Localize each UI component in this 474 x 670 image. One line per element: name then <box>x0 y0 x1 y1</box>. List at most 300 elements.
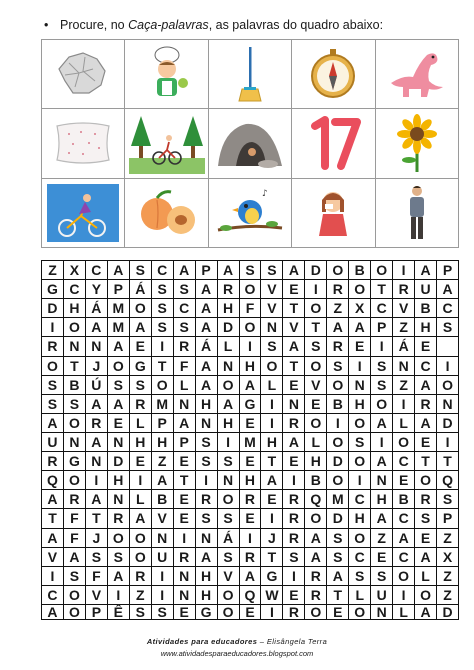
letter-cell: D <box>218 318 240 337</box>
letter-cell: P <box>196 261 218 280</box>
picture-grid <box>41 39 459 248</box>
picture-cell <box>125 179 208 248</box>
letter-cell: L <box>261 376 283 395</box>
compass-icon <box>295 43 371 105</box>
letter-cell: A <box>415 548 437 567</box>
letter-cell: O <box>64 414 86 433</box>
letter-cell: H <box>152 433 174 452</box>
letter-cell: M <box>108 299 130 318</box>
letter-cell: O <box>305 605 327 620</box>
letter-cell: E <box>327 605 349 620</box>
girl-sneezing-icon <box>295 182 371 244</box>
letter-cell: D <box>108 452 130 471</box>
letter-cell: O <box>218 605 240 620</box>
letter-cell: O <box>64 586 86 605</box>
letter-cell: N <box>218 357 240 376</box>
letter-cell: B <box>415 299 437 318</box>
letter-cell: O <box>349 605 371 620</box>
letter-cell: N <box>86 337 108 356</box>
footer-heading: Atividades para educadores <box>146 637 258 646</box>
letter-cell: D <box>305 261 327 280</box>
letter-cell: B <box>327 395 349 414</box>
letter-cell: I <box>393 395 415 414</box>
letter-cell: O <box>349 529 371 548</box>
letter-cell: O <box>64 318 86 337</box>
letter-cell: A <box>196 318 218 337</box>
letter-cell: S <box>261 337 283 356</box>
letter-cell: P <box>371 318 393 337</box>
letter-cell: C <box>86 261 108 280</box>
letter-cell: R <box>283 490 305 509</box>
bird-on-branch-icon <box>212 182 288 244</box>
letter-cell: Ú <box>86 376 108 395</box>
letter-cell: Q <box>305 490 327 509</box>
letter-cell: O <box>42 357 64 376</box>
letter-cell: I <box>86 471 108 490</box>
letter-cell: S <box>283 548 305 567</box>
letter-cell: O <box>305 509 327 528</box>
letter-cell: N <box>86 452 108 471</box>
letter-cell: E <box>240 509 262 528</box>
letter-cell: A <box>196 376 218 395</box>
letter-cell: S <box>327 529 349 548</box>
letter-cell: H <box>261 433 283 452</box>
letter-cell: T <box>415 452 437 471</box>
letter-cell: O <box>64 471 86 490</box>
letter-cell: Q <box>42 471 64 490</box>
letter-cell: A <box>327 318 349 337</box>
letter-cell: N <box>108 490 130 509</box>
letter-cell: S <box>349 567 371 586</box>
letter-cell: L <box>415 567 437 586</box>
letter-cell: I <box>130 471 152 490</box>
letter-cell: S <box>437 318 459 337</box>
letter-cell: S <box>42 395 64 414</box>
letter-cell: O <box>240 318 262 337</box>
letter-cell: I <box>437 357 459 376</box>
letter-cell: O <box>371 261 393 280</box>
letter-cell: S <box>218 509 240 528</box>
letter-cell: A <box>305 548 327 567</box>
letter-cell: R <box>86 414 108 433</box>
letter-cell: S <box>371 357 393 376</box>
letter-cell: A <box>108 337 130 356</box>
footer-url: www.atividadesparaeducadores.blogspot.com <box>160 649 314 658</box>
letter-cell: I <box>42 318 64 337</box>
letter-cell: T <box>327 586 349 605</box>
letter-cell: H <box>218 414 240 433</box>
letter-cell: I <box>349 357 371 376</box>
picture-cell <box>376 40 459 109</box>
letter-cell: Z <box>371 529 393 548</box>
letter-cell: S <box>349 433 371 452</box>
letter-cell: T <box>261 452 283 471</box>
letter-cell: U <box>152 548 174 567</box>
letter-cell: Z <box>327 299 349 318</box>
letter-cell: L <box>130 490 152 509</box>
letter-cell: I <box>218 433 240 452</box>
letter-cell: P <box>174 433 196 452</box>
letter-cell: A <box>86 490 108 509</box>
letter-cell: R <box>130 395 152 414</box>
sunflower-icon <box>379 112 455 174</box>
letter-cell: O <box>64 605 86 620</box>
letter-cell: O <box>130 299 152 318</box>
letter-cell: C <box>64 280 86 299</box>
letter-cell: A <box>393 529 415 548</box>
letter-cell: O <box>393 567 415 586</box>
letter-cell: M <box>240 433 262 452</box>
letter-cell: Q <box>240 586 262 605</box>
letter-cell: R <box>196 490 218 509</box>
letter-cell: I <box>261 414 283 433</box>
letter-cell: W <box>261 586 283 605</box>
crumpled-paper-icon <box>45 43 121 105</box>
letter-cell: P <box>437 261 459 280</box>
letter-cell: S <box>108 376 130 395</box>
letter-cell: H <box>64 299 86 318</box>
letter-cell: A <box>86 395 108 414</box>
letter-cell: A <box>415 261 437 280</box>
letter-cell: N <box>152 529 174 548</box>
letter-cell: O <box>218 490 240 509</box>
letter-cell: N <box>174 586 196 605</box>
letter-cell: A <box>218 395 240 414</box>
letter-cell: N <box>371 605 393 620</box>
letter-cell: H <box>349 509 371 528</box>
letter-cell: O <box>415 471 437 490</box>
letter-cell: O <box>437 376 459 395</box>
letter-cell: H <box>349 395 371 414</box>
letter-cell: F <box>64 529 86 548</box>
letter-cell: A <box>42 490 64 509</box>
letter-cell: A <box>174 414 196 433</box>
boy-chef-icon <box>129 43 205 105</box>
letter-cell: E <box>415 433 437 452</box>
letter-cell: V <box>393 299 415 318</box>
letter-cell: O <box>218 376 240 395</box>
letter-cell: V <box>152 509 174 528</box>
letter-cell: D <box>42 299 64 318</box>
letter-cell: E <box>174 509 196 528</box>
pillow-icon <box>45 112 121 174</box>
letter-cell: H <box>196 586 218 605</box>
letter-cell: O <box>240 280 262 299</box>
letter-cell: T <box>371 280 393 299</box>
cave-icon <box>212 112 288 174</box>
picture-cell <box>209 109 292 178</box>
letter-cell: P <box>437 509 459 528</box>
letter-cell: V <box>283 318 305 337</box>
letter-cell: R <box>283 529 305 548</box>
letter-cell: Á <box>130 280 152 299</box>
letter-cell: T <box>42 509 64 528</box>
letter-cell: S <box>130 261 152 280</box>
letter-cell: F <box>174 357 196 376</box>
letter-cell: I <box>261 509 283 528</box>
letter-cell: A <box>261 471 283 490</box>
letter-cell: S <box>196 433 218 452</box>
letter-cell: B <box>64 376 86 395</box>
letter-cell: E <box>130 337 152 356</box>
instruction-suffix: , as palavras do quadro abaixo: <box>208 18 384 32</box>
letter-cell: A <box>283 261 305 280</box>
letter-cell: A <box>371 414 393 433</box>
letter-cell: S <box>130 376 152 395</box>
letter-cell: A <box>196 299 218 318</box>
letter-cell: Á <box>196 337 218 356</box>
letter-cell: G <box>130 357 152 376</box>
letter-cell: E <box>240 414 262 433</box>
letter-cell: U <box>415 280 437 299</box>
letter-cell: A <box>415 605 437 620</box>
letter-cell: I <box>152 567 174 586</box>
letter-cell: F <box>86 567 108 586</box>
letter-cell: C <box>415 357 437 376</box>
letter-cell: H <box>218 299 240 318</box>
letter-cell: C <box>371 299 393 318</box>
letter-cell: A <box>108 395 130 414</box>
letter-cell: A <box>42 605 64 620</box>
letter-cell: M <box>327 490 349 509</box>
letter-cell: X <box>349 299 371 318</box>
letter-cell: U <box>371 586 393 605</box>
letter-cell: V <box>261 280 283 299</box>
letter-cell: I <box>283 567 305 586</box>
letter-cell: G <box>64 452 86 471</box>
letter-cell: A <box>327 567 349 586</box>
letter-cell: R <box>327 280 349 299</box>
letter-cell: I <box>349 471 371 490</box>
letter-cell: V <box>86 586 108 605</box>
letter-cell: E <box>415 529 437 548</box>
letter-cell: S <box>130 605 152 620</box>
letter-cell: N <box>283 395 305 414</box>
letter-cell: R <box>42 337 64 356</box>
broom-icon <box>212 43 288 105</box>
letter-cell: A <box>240 567 262 586</box>
letter-cell: O <box>415 586 437 605</box>
peach-icon <box>129 182 205 244</box>
letter-cell: N <box>349 376 371 395</box>
letter-cell: S <box>42 376 64 395</box>
letter-cell: D <box>437 605 459 620</box>
letter-cell: T <box>174 471 196 490</box>
letter-cell: D <box>327 452 349 471</box>
dinosaur-icon <box>379 43 455 105</box>
letter-cell: N <box>64 337 86 356</box>
picture-cell <box>42 40 125 109</box>
letter-cell: R <box>415 490 437 509</box>
letter-cell: A <box>371 452 393 471</box>
letter-cell: C <box>437 299 459 318</box>
letter-cell: Á <box>218 529 240 548</box>
letter-cell: E <box>174 490 196 509</box>
letter-cell: O <box>130 548 152 567</box>
letter-cell: C <box>349 548 371 567</box>
letter-cell: E <box>349 337 371 356</box>
letter-cell: F <box>240 299 262 318</box>
letter-cell: H <box>305 452 327 471</box>
letter-cell: D <box>327 509 349 528</box>
picture-cell <box>292 109 375 178</box>
letter-cell: E <box>283 280 305 299</box>
letter-cell: I <box>371 337 393 356</box>
letter-cell: I <box>42 567 64 586</box>
letter-cell: N <box>108 433 130 452</box>
picture-cell <box>376 179 459 248</box>
letter-cell: R <box>415 395 437 414</box>
letter-cell: A <box>130 509 152 528</box>
letter-cell: P <box>86 605 108 620</box>
letter-cell: T <box>86 509 108 528</box>
letter-cell: O <box>393 433 415 452</box>
letter-cell: A <box>174 261 196 280</box>
letter-cell: N <box>174 567 196 586</box>
bullet-icon: • <box>44 18 49 32</box>
letter-cell: I <box>305 280 327 299</box>
letter-cell: B <box>152 490 174 509</box>
letter-cell: A <box>64 548 86 567</box>
letter-cell: A <box>196 280 218 299</box>
letter-cell: E <box>371 548 393 567</box>
letter-cell: H <box>240 471 262 490</box>
letter-cell: R <box>130 567 152 586</box>
letter-cell: A <box>349 318 371 337</box>
letter-cell: M <box>108 318 130 337</box>
letter-cell: L <box>218 337 240 356</box>
letter-cell: H <box>130 433 152 452</box>
letter-cell: I <box>108 586 130 605</box>
letter-cell: V <box>42 548 64 567</box>
letter-cell: E <box>130 452 152 471</box>
letter-cell: C <box>393 452 415 471</box>
number-17-icon <box>295 112 371 174</box>
letter-cell: A <box>108 567 130 586</box>
letter-cell: C <box>42 586 64 605</box>
picture-cell <box>125 109 208 178</box>
letter-cell: Z <box>437 586 459 605</box>
letter-cell: X <box>437 548 459 567</box>
letter-cell: A <box>218 261 240 280</box>
letter-cell: E <box>108 414 130 433</box>
letter-cell: N <box>218 471 240 490</box>
letter-cell: H <box>196 567 218 586</box>
letter-cell: E <box>240 605 262 620</box>
picture-cell <box>209 40 292 109</box>
letter-cell: R <box>305 567 327 586</box>
letter-cell: R <box>218 280 240 299</box>
letter-cell: R <box>393 280 415 299</box>
letter-cell: S <box>371 567 393 586</box>
letter-cell: E <box>240 452 262 471</box>
letter-cell: O <box>108 357 130 376</box>
letter-cell: I <box>196 471 218 490</box>
letter-cell: G <box>196 605 218 620</box>
letter-cell: N <box>393 357 415 376</box>
letter-cell: N <box>196 529 218 548</box>
letter-cell: B <box>349 261 371 280</box>
letter-cell: A <box>196 548 218 567</box>
letter-cell: Ê <box>108 605 130 620</box>
letter-cell: V <box>305 376 327 395</box>
letter-cell: Z <box>437 529 459 548</box>
letter-cell: S <box>86 548 108 567</box>
letter-cell: O <box>305 299 327 318</box>
letter-cell: O <box>349 452 371 471</box>
letter-cell: O <box>327 471 349 490</box>
letter-cell: O <box>349 280 371 299</box>
letter-cell: E <box>261 490 283 509</box>
letter-cell: I <box>371 433 393 452</box>
letter-cell: Z <box>130 586 152 605</box>
letter-cell: S <box>152 280 174 299</box>
letter-cell: S <box>371 376 393 395</box>
letter-cell: O <box>327 433 349 452</box>
letter-cell: O <box>305 414 327 433</box>
letter-cell: R <box>42 452 64 471</box>
letter-cell: E <box>174 452 196 471</box>
letter-cell: O <box>327 261 349 280</box>
letter-cell: L <box>130 414 152 433</box>
letter-cell: I <box>437 433 459 452</box>
letter-cell: T <box>283 357 305 376</box>
letter-cell: E <box>174 605 196 620</box>
letter-cell: S <box>108 548 130 567</box>
letter-cell <box>437 337 459 356</box>
letter-cell: T <box>283 299 305 318</box>
letter-cell: L <box>349 586 371 605</box>
letter-cell: R <box>240 490 262 509</box>
letter-cell: N <box>437 395 459 414</box>
letter-cell: R <box>283 605 305 620</box>
letter-cell: C <box>349 490 371 509</box>
letter-cell: B <box>305 471 327 490</box>
letter-cell: I <box>261 605 283 620</box>
letter-cell: Á <box>393 337 415 356</box>
letter-cell: Z <box>42 261 64 280</box>
letter-cell: A <box>283 433 305 452</box>
letter-cell: A <box>240 376 262 395</box>
letter-cell: R <box>64 490 86 509</box>
picture-cell <box>209 179 292 248</box>
letter-cell: I <box>240 529 262 548</box>
letter-cell: O <box>130 529 152 548</box>
letter-cell: Z <box>437 567 459 586</box>
letter-cell: A <box>152 471 174 490</box>
letter-cell: V <box>218 567 240 586</box>
letter-cell: E <box>415 337 437 356</box>
picture-cell <box>42 109 125 178</box>
letter-cell: O <box>327 376 349 395</box>
letter-cell: I <box>261 395 283 414</box>
picture-cell <box>125 40 208 109</box>
letter-cell: H <box>108 471 130 490</box>
letter-cell: Y <box>86 280 108 299</box>
letter-cell: S <box>196 452 218 471</box>
letter-cell: Z <box>152 452 174 471</box>
letter-cell: R <box>108 509 130 528</box>
letter-cell: R <box>283 414 305 433</box>
letter-cell: S <box>437 490 459 509</box>
letter-cell: N <box>64 433 86 452</box>
letter-cell: C <box>152 261 174 280</box>
letter-cell: G <box>240 395 262 414</box>
letter-cell: R <box>240 548 262 567</box>
footer-credit <box>0 637 474 646</box>
letter-cell: S <box>64 567 86 586</box>
picture-cell <box>292 179 375 248</box>
